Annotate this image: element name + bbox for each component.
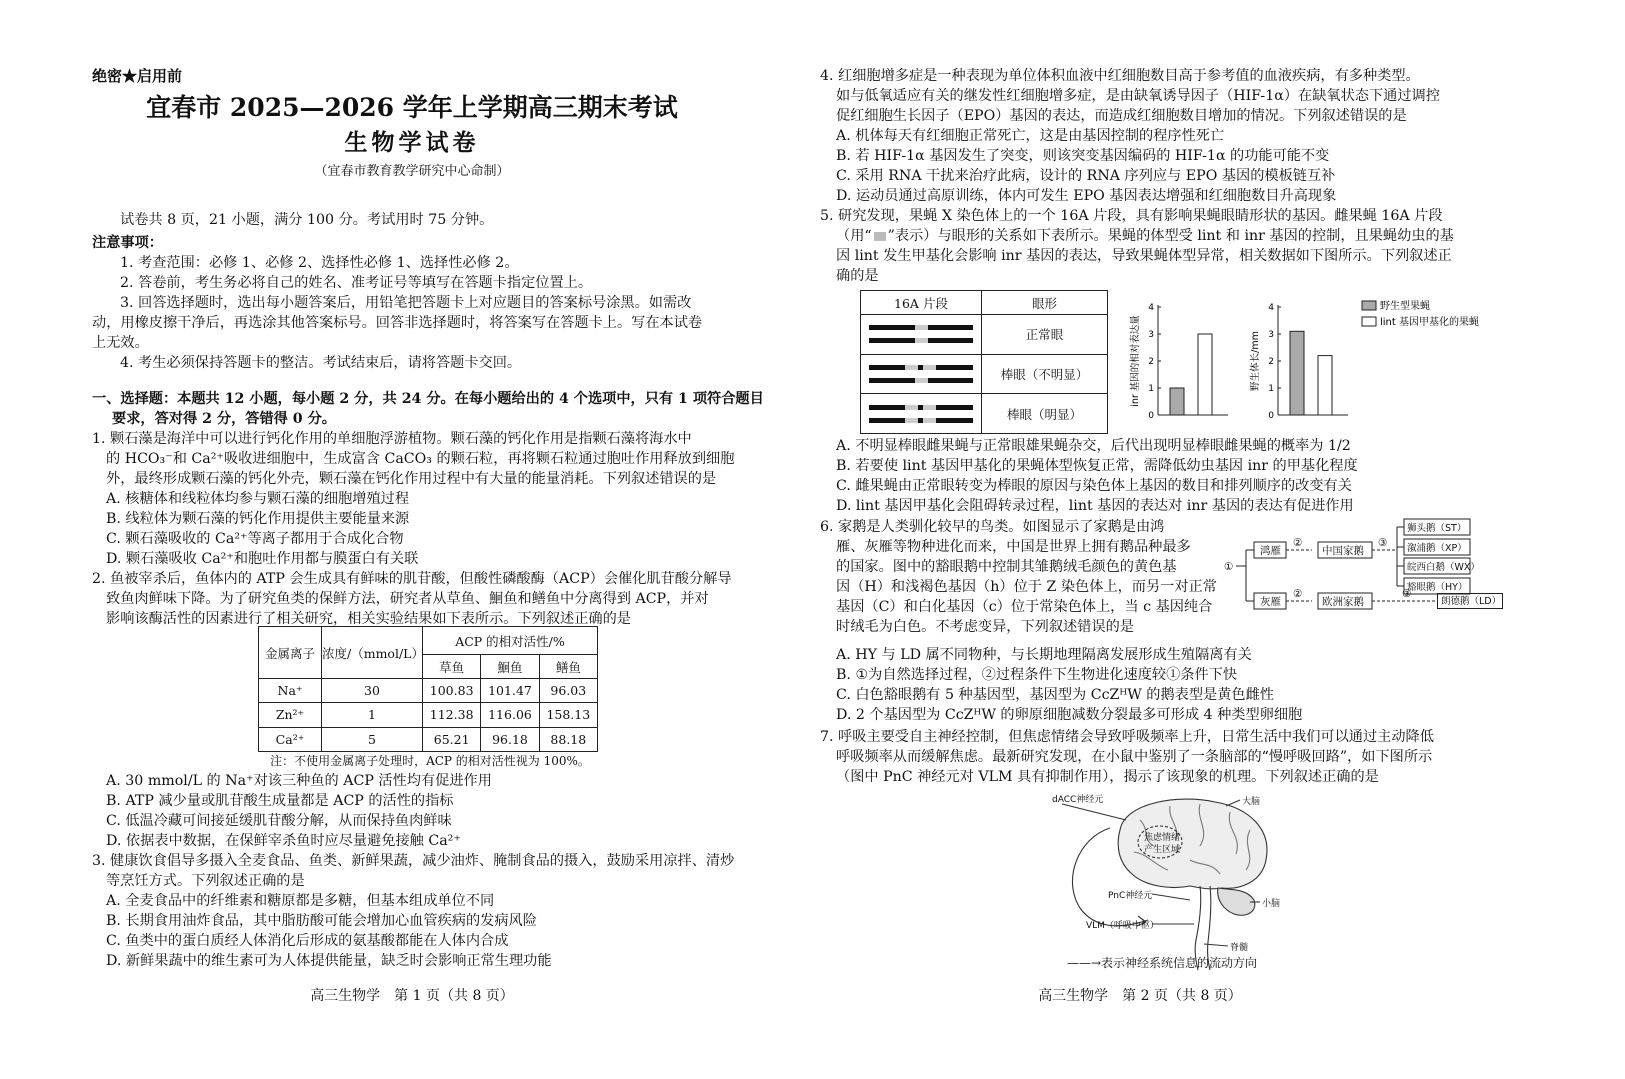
question-line [836,226,1454,247]
question-line: 的 HCO₃⁻和 Ca²⁺吸收进细胞中，生成富含 CaCO₃ 的颗石粒，再将颗石粒通过胞吐作用释放到细胞 [106,451,735,467]
option: C. 颗石藻吸收的 Ca²⁺等离子都用于合成化合物 [106,531,404,547]
option: A. 不明显棒眼雌果蝇与正常眼雄果蝇杂交，后代出现明显棒眼雌果蝇的概率为 1/2 [836,438,1351,454]
question-line: 1. 颗石藻是海洋中可以进行钙化作用的单细胞浮游植物。颗石藻的钙化作用是指颗石藻将海水中 [92,431,692,447]
bar-methylated [1198,334,1212,415]
question-line: 5. 研究发现，果蝇 X 染色体上的一个 16A 片段，具有影响果蝇眼睛形状的基因。雌果蝇 16A 片段 [820,208,1443,224]
chromosome-cell [861,354,982,394]
figure-caption: ——→表示神经系统信息的流动方向 [1066,956,1258,970]
table-row [861,394,1108,434]
species-label: 鸿雁 [1260,545,1281,557]
cell: 30 [322,679,423,703]
question-line: 4. 红细胞增多症是一种表现为单位体积血液中红细胞数目高于参考值的血液疾病，有多种类型。 [820,68,1420,84]
y-tick-label: 1 [1148,384,1154,394]
page-footer: 高三生物学 第 2 页（共 8 页） [1038,988,1242,1004]
cell: 96.03 [539,679,597,703]
text-fragment: （用“ [836,228,872,244]
question-line: 3. 健康饮食倡导多摄入全麦食品、鱼类、新鲜果蔬，减少油炸、腌制食品的摄入，鼓励采用凉拌、清炒 [92,853,735,869]
process-label: ② [1293,537,1303,549]
notice-line: 1. 考查范围：必修 1、必修 2、选择性必修 1、选择性必修 2。 [120,255,519,271]
option: A. 30 mmol/L 的 Na⁺对该三种鱼的 ACP 活性均有促进作用 [106,773,492,789]
exam-source: （宜春市教育教学研究中心命制） [314,164,510,179]
option: B. 线粒体为颗石藻的钙化作用提供主要能量来源 [106,511,410,527]
process-label: ② [1293,588,1303,600]
y-tick-label: 0 [1148,411,1154,421]
cell: Ca²⁺ [259,727,322,751]
question-line: 6. 家鹅是人类驯化较早的鸟类。如图显示了家鹅是由鸿 [820,519,1165,535]
col-header: 浓度/（mmol/L） [322,627,423,679]
question-line: 时绒毛为白色。不考虑变异，下列叙述错误的是 [836,619,1134,635]
y-tick-label: 1 [1268,384,1274,394]
cell: 65.21 [423,727,481,751]
brain-label: 产生区域 [1144,845,1181,855]
chromosome-pair-icon [861,319,981,349]
option: D. 新鲜果蔬中的维生素可为人体提供能量，缺乏时会影响正常生理功能 [106,953,552,969]
cell: 88.18 [539,727,597,751]
option: A. 核糖体和线粒体均参与颗石藻的细胞增殖过程 [106,491,410,507]
left-page [0,0,812,1079]
acp-table [258,626,598,752]
notice-line: 4. 考生必须保持答题卡的整洁。考试结束后，请将答题卡交回。 [120,355,522,371]
table-row [259,727,598,751]
option: A. 机体每天有红细胞正常死亡，这是由基因控制的程序性死亡 [836,128,1225,144]
body-length-chart [1242,295,1482,425]
chromosome-pair-icon [861,399,981,429]
y-tick-label: 3 [1148,330,1154,340]
brain-label: 大脑 [1242,797,1261,807]
question-line: 的国家。图中的豁眼鹅中控制其雏鹅绒毛颜色的黄色基 [836,559,1177,575]
y-tick-label: 2 [1148,357,1154,367]
y-axis-label: inr 基因的相对表达量 [1130,315,1141,407]
cell: 棒眼（不明显） [982,354,1108,394]
brain-label: 脊髓 [1230,943,1249,953]
chromosome-cell [861,394,982,434]
section-heading: 一、选择题：本题共 12 小题，每小题 2 分，共 24 分。在每小题给出的 4 个选项中，只有 1 项符合题目 [92,391,764,407]
question-line: 确的是 [836,268,879,284]
fish-header: 鳝鱼 [539,655,597,679]
eye-shape-table [860,290,1108,434]
col-header: 16A 片段 [861,291,982,315]
cell: 101.47 [481,679,539,703]
option: C. 低温冷藏可间接延缓肌苷酸分解，从而保持鱼肉鲜味 [106,813,452,829]
process-label: ③ [1378,537,1388,549]
option: B. 若要使 lint 基因甲基化的果蝇体型恢复正常，需降低幼虫基因 inr 的甲基化程度 [836,458,1358,474]
question-line: 外，最终形成颗石藻的钙化外壳，颗石藻在钙化作用过程中有大量的能量消耗。下列叙述错误的是 [106,471,717,487]
notice-line: 动，用橡皮擦干净后，再选涂其他答案标号。回答非选择题时，将答案写在答题卡上。写在本试卷 [92,315,703,331]
option: B. ATP 减少量或肌苷酸生成量都是 ACP 的活性的指标 [106,793,454,809]
segment-symbol-icon [874,232,886,241]
question-line: 因 lint 发生甲基化会影响 inr 基因的表达，导致果蝇体型异常，相关数据如下图所示。下列叙述正 [836,248,1452,264]
brain-label: PnC神经元 [1108,891,1153,901]
legend-swatch [1362,317,1376,326]
option: D. 运动员通过高原训练，体内可发生 EPO 基因表达增强和红细胞数目升高现象 [836,188,1337,204]
cell: 112.38 [423,703,481,727]
table-note: 注：不使用金属离子处理时，ACP 的相对活性视为 100%。 [270,754,590,768]
question-line: 影响该酶活性的因素进行了相关研究，相关实验结果如下表所示。下列叙述正确的是 [106,611,631,627]
breed-label: 豁眼鹅（HY） [1407,582,1468,593]
fish-header: 鮰鱼 [481,655,539,679]
question-line: 基因（C）和白化基因（c）位于常染色体上，当 c 基因纯合 [836,599,1213,615]
fish-header: 草鱼 [423,655,481,679]
process-label: ③ [1402,588,1412,600]
bar-wild-type [1290,331,1304,415]
table-row [259,679,598,703]
option: C. 鱼类中的蛋白质经人体消化后形成的氨基酸都能在人体内合成 [106,933,509,949]
legend-swatch [1362,301,1376,310]
cell: 100.83 [423,679,481,703]
question-line: 7. 呼吸主要受自主神经控制，但焦虑情绪会导致呼吸频率上升，日常生活中我们可以通过主动降低 [820,729,1434,745]
y-tick-label: 4 [1268,303,1274,313]
question-line: （图中 PnC 神经元对 VLM 具有抑制作用），揭示了该现象的机理。下列叙述正确的是 [836,769,1379,785]
option: A. 全麦食品中的纤维素和糖原都是多糖，但基本组成单位不同 [106,893,495,909]
notice-heading: 注意事项： [92,235,163,251]
species-label: 灰雁 [1260,596,1281,608]
y-axis-label: 野生体长/mm [1250,331,1261,391]
option: D. 2 个基因型为 CcZᴴW 的卵原细胞减数分裂最多可形成 4 种类型卵细胞 [836,707,1303,723]
question-line: 促红细胞生长因子（EPO）基因的表达，而造成红细胞数目增加的情况。下列叙述错误的是 [836,108,1407,124]
option: C. 白色豁眼鹅有 5 种基因型，基因型为 CcZᴴW 的鹅表型是黄色雌性 [836,687,1274,703]
option: D. 颗石藻吸收 Ca²⁺和胞吐作用都与膜蛋白有关联 [106,551,419,567]
table-row [259,703,598,727]
exam-subtitle: 生物学试卷 [344,129,480,156]
page-footer: 高三生物学 第 1 页（共 8 页） [310,988,514,1004]
cell: 96.18 [481,727,539,751]
question-line: 致鱼肉鲜味下降。为了研究鱼类的保鲜方法，研究者从草鱼、鮰鱼和鳝鱼中分离得到 ACP，并对 [106,591,709,607]
col-header: 金属离子 [259,627,322,679]
option: C. 雌果蝇由正常眼转变为棒眼的原因与染色体上基因的数目和排列顺序的改变有关 [836,478,1352,494]
secret-label: 绝密★启用前 [92,67,183,85]
cell: 116.06 [481,703,539,727]
option: B. 长期食用油炸食品，其中脂肪酸可能会增加心血管疾病的发病风险 [106,913,537,929]
cell: 正常眼 [982,315,1108,355]
option: B. 若 HIF-1α 基因发生了突变，则该突变基因编码的 HIF-1α 的功能可能不变 [836,148,1330,164]
intro-text: 试卷共 8 页，21 小题，满分 100 分。考试用时 75 分钟。 [120,212,494,228]
process-label: ① [1224,561,1234,573]
col-header: 眼形 [982,291,1108,315]
y-tick-label: 2 [1268,357,1274,367]
right-page [812,0,1625,1079]
col-header: ACP 的相对活性/% [423,627,598,655]
exam-title: 宜春市 2025—2026 学年上学期高三期末考试 [146,93,678,122]
question-line: 2. 鱼被宰杀后，鱼体内的 ATP 会生成具有鲜味的肌苷酸，但酸性磷酸酶（ACP）会催化肌苷酸分解导 [92,571,732,587]
option: D. lint 基因甲基化会阻碍转录过程，lint 基因的表达对 inr 基因的表达有促进作用 [836,498,1354,514]
breed-label: 溆浦鹅（XP） [1407,543,1467,554]
species-label: 中国家鹅 [1322,545,1364,557]
brain-label: dACC神经元 [1052,795,1104,805]
brain-label: 焦虑情绪 [1144,833,1181,843]
y-tick-label: 4 [1148,303,1154,313]
species-label: 欧洲家鹅 [1322,596,1364,608]
option: D. 依据表中数据，在保鲜宰杀鱼时应尽量避免接触 Ca²⁺ [106,833,461,849]
breed-label: 朗德鹅（LD） [1437,593,1503,609]
chromosome-cell [861,315,982,355]
notice-line: 2. 答卷前，考生务必将自己的姓名、准考证号等填写在答题卡指定位置上。 [120,275,593,291]
cell: Na⁺ [259,679,322,703]
brain-label: VLM（呼吸中枢） [1086,921,1159,931]
question-line: 雁、灰雁等物种进化而来，中国是世界上拥有鹅品种最多 [836,539,1191,555]
inr-expression-chart [1122,295,1242,425]
cell: Zn²⁺ [259,703,322,727]
brain-circuit-figure [1050,790,1290,972]
option: C. 采用 RNA 干扰来治疗此病，设计的 RNA 序列应与 EPO 基因的模板链互补 [836,168,1336,184]
chromosome-pair-icon [861,359,981,389]
cell: 1 [322,703,423,727]
option: B. ①为自然选择过程，②过程条件下生物进化速度较①条件下快 [836,667,1238,683]
y-tick-label: 0 [1268,411,1274,421]
y-tick-label: 3 [1268,330,1274,340]
bar-wild-type [1170,388,1184,415]
bar-methylated [1318,356,1332,415]
question-line: 等烹饪方式。下列叙述正确的是 [106,873,305,889]
breed-label: 皖西白鹅（WX） [1407,562,1480,573]
text-fragment: ”表示）与眼形的关系如下表所示。果蝇的体型受 lint 和 inr 基因的控制，且果蝇幼虫的基 [887,228,1454,244]
table-row [861,354,1108,394]
cell: 棒眼（明显） [982,394,1108,434]
question-line: 呼吸频率从而缓解焦虑。最新研究发现，在小鼠中鉴别了一条脑部的“慢呼吸回路”，如下图所示 [836,749,1433,765]
notice-line: 上无效。 [92,335,149,351]
breed-label: 狮头鹅（ST） [1407,523,1467,534]
legend-label: lint 基因甲基化的果蝇 [1380,317,1479,328]
question-line: 如与低氧适应有关的继发性红细胞增多症，是由缺氧诱导因子（HIF-1α）在缺氧状态下通过调控 [836,88,1440,104]
cell: 158.13 [539,703,597,727]
notice-line: 3. 回答选择题时，选出每小题答案后，用铅笔把答题卡上对应题目的答案标号涂黑。如需改 [120,295,692,311]
option: A. HY 与 LD 属不同物种，与长期地理隔离发展形成生殖隔离有关 [836,647,1252,663]
cell: 5 [322,727,423,751]
brain-label: 小脑 [1262,899,1281,909]
question-line: 因（H）和浅褐色基因（h）位于 Z 染色体上，而另一对正常 [836,579,1217,595]
legend-label: 野生型果蝇 [1380,301,1430,312]
table-row [861,315,1108,355]
section-heading: 要求，答对得 2 分，答错得 0 分。 [112,411,336,427]
